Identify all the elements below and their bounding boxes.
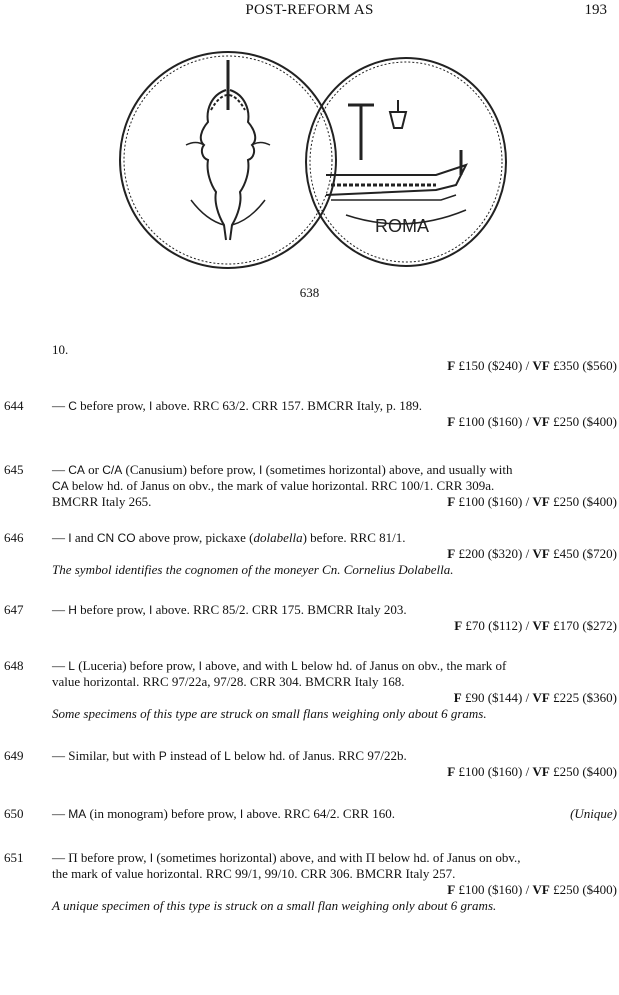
janus-head-coin-icon: [120, 52, 336, 268]
entry-line: [52, 530, 617, 546]
price-separator: /: [522, 764, 533, 779]
price-vf: £450 ($720): [553, 546, 617, 561]
entry-number: 647: [4, 602, 24, 617]
entry-line: [52, 398, 617, 414]
grade-f: F: [447, 494, 456, 509]
text: ) before. RRC 81/1.: [302, 530, 406, 545]
price-line: [52, 882, 617, 898]
entry-description: [52, 748, 617, 780]
price-vf: £350 ($560): [553, 358, 617, 373]
grade-vf: VF: [532, 618, 550, 633]
grade-vf: VF: [532, 764, 550, 779]
price-separator: /: [522, 618, 533, 633]
text: — Similar, but with: [52, 748, 159, 763]
entry-number: 644: [4, 398, 24, 413]
price-f: £100 ($160): [458, 414, 523, 429]
entry-description: [52, 850, 617, 914]
symbol: I: [68, 531, 72, 545]
price-f: £100 ($160): [458, 494, 523, 509]
entry-number: 645: [4, 462, 24, 477]
grade-vf: VF: [532, 546, 550, 561]
text: above. RRC 85/2. CRR 175. BMCRR Italy 203.: [152, 602, 407, 617]
price-vf: £225 ($360): [553, 690, 617, 705]
price-f: £100 ($160): [458, 882, 523, 897]
text: —: [52, 602, 69, 617]
price-line: [52, 414, 617, 430]
grade-vf: VF: [532, 494, 550, 509]
text: above prow, pickaxe (: [135, 530, 254, 545]
price-f: £150 ($240): [458, 358, 523, 373]
entry-number: 650: [4, 806, 24, 821]
text: above. RRC 63/2. CRR 157. BMCRR Italy, p. 189.: [152, 398, 422, 413]
text: (Canusium) before prow,: [122, 462, 259, 477]
symbol: I: [258, 463, 263, 477]
text: before prow,: [76, 602, 149, 617]
rarity-note: (Unique): [570, 806, 617, 821]
symbol: MA: [68, 807, 87, 821]
grade-vf: VF: [532, 690, 550, 705]
symbol: CA: [68, 463, 85, 477]
entry-line: [52, 462, 617, 478]
price-f: £100 ($160): [458, 764, 523, 779]
italic-text: dolabella: [253, 530, 303, 545]
text: or: [84, 462, 103, 477]
reverse-legend: ROMA: [375, 216, 429, 236]
symbol: I: [239, 807, 244, 821]
entry-line: [52, 602, 617, 618]
price-vf: £250 ($400): [553, 414, 617, 429]
text: —: [52, 658, 69, 673]
entry-description: [52, 530, 617, 578]
symbol: L: [68, 659, 75, 673]
text: —: [52, 398, 69, 413]
text: (in monogram) before prow,: [86, 806, 240, 821]
figure-caption: 638: [299, 285, 320, 300]
grade-f: F: [454, 618, 463, 633]
price-vf: £250 ($400): [553, 494, 617, 509]
price-vf: £170 ($272): [553, 618, 617, 633]
entry-line: [52, 748, 617, 764]
entry-description: [52, 342, 617, 374]
entry-line: [52, 494, 617, 510]
text: BMCRR Italy 265.: [52, 494, 152, 509]
grade-vf: VF: [532, 882, 550, 897]
entry-note: The symbol identifies the cognomen of the moneyer Cn. Cornelius Dolabella.: [52, 562, 454, 577]
price-separator: /: [522, 546, 533, 561]
entry-note: A unique specimen of this type is struck on a small flan weighing only about 6 grams.: [52, 898, 497, 913]
entry-description: [52, 398, 617, 430]
text: below hd. of Janus on obv., the mark of: [297, 658, 507, 673]
symbol: P: [158, 749, 167, 763]
grade-f: F: [447, 882, 456, 897]
text: (Luceria) before prow,: [74, 658, 199, 673]
entry-line: the mark of value horizontal. RRC 99/1, 99/10. CRR 306. BMCRR Italy 257.: [52, 866, 456, 881]
text: above, and with: [201, 658, 292, 673]
price-separator: /: [522, 494, 533, 509]
entry-line: [52, 478, 617, 494]
entry-description: [52, 658, 617, 722]
entry-line: value horizontal. RRC 97/22a, 97/28. CRR 304. BMCRR Italy 168.: [52, 674, 405, 689]
entry-description: [52, 462, 617, 510]
entry-line: 10.: [52, 342, 69, 357]
grade-f: F: [447, 358, 456, 373]
text: instead of: [166, 748, 225, 763]
price-line: [52, 358, 617, 374]
text: —: [52, 530, 69, 545]
symbol: CA: [52, 479, 69, 493]
price-f: £70 ($112): [465, 618, 523, 633]
price-separator: /: [522, 414, 533, 429]
price-vf: £250 ($400): [553, 882, 617, 897]
price-separator: /: [522, 358, 533, 373]
price-separator: /: [522, 690, 533, 705]
price-line: [52, 546, 617, 562]
text: (sometimes horizontal) above, and usually with: [262, 462, 513, 477]
grade-vf: VF: [532, 414, 550, 429]
entry-description: [52, 806, 617, 822]
symbol: L: [291, 659, 298, 673]
price-separator: /: [522, 882, 533, 897]
entry-number: 651: [4, 850, 24, 865]
text: [52, 806, 395, 822]
running-header: POST-REFORM AS: [245, 2, 374, 18]
text: —: [52, 806, 69, 821]
text: below hd. of Janus. RRC 97/22b.: [230, 748, 407, 763]
grade-f: F: [453, 690, 462, 705]
text: before prow,: [76, 398, 149, 413]
entry-number: 648: [4, 658, 24, 673]
entry-number: 649: [4, 748, 24, 763]
entry-description: [52, 602, 617, 634]
entry-line: [52, 806, 617, 822]
grade-vf: VF: [532, 358, 550, 373]
text: —: [52, 462, 69, 477]
symbol: I: [149, 603, 153, 617]
symbol: I: [198, 659, 202, 673]
page-number: 193: [584, 2, 607, 18]
price-f: £90 ($144): [464, 690, 523, 705]
symbol: L: [224, 749, 231, 763]
symbol: H: [68, 603, 77, 617]
price-line: [52, 764, 617, 780]
entry-note: Some specimens of this type are struck on small flans weighing only about 6 grams.: [52, 706, 487, 721]
text: above. RRC 64/2. CRR 160.: [243, 806, 395, 821]
grade-f: F: [447, 764, 456, 779]
price-line: [447, 494, 617, 510]
grade-f: F: [447, 414, 456, 429]
coin-illustration: [116, 50, 512, 272]
entry-number: 646: [4, 530, 24, 545]
symbol: C: [68, 399, 77, 413]
text: — Π before prow,: [52, 850, 150, 865]
symbol: C/A: [102, 463, 123, 477]
symbol: I: [149, 851, 154, 865]
price-line: [52, 690, 617, 706]
price-vf: £250 ($400): [553, 764, 617, 779]
price-f: £200 ($320): [458, 546, 523, 561]
symbol: I: [149, 399, 153, 413]
text: and: [71, 530, 97, 545]
text: (sometimes horizontal) above, and with Π below hd. of Janus on obv.,: [153, 850, 521, 865]
symbol: CN CO: [96, 531, 136, 545]
grade-f: F: [447, 546, 456, 561]
price-line: [52, 618, 617, 634]
entry-line: [52, 850, 617, 866]
entry-line: [52, 658, 617, 674]
text: below hd. of Janus on obv., the mark of value horizontal. RRC 100/1. CRR 309a.: [68, 478, 495, 493]
